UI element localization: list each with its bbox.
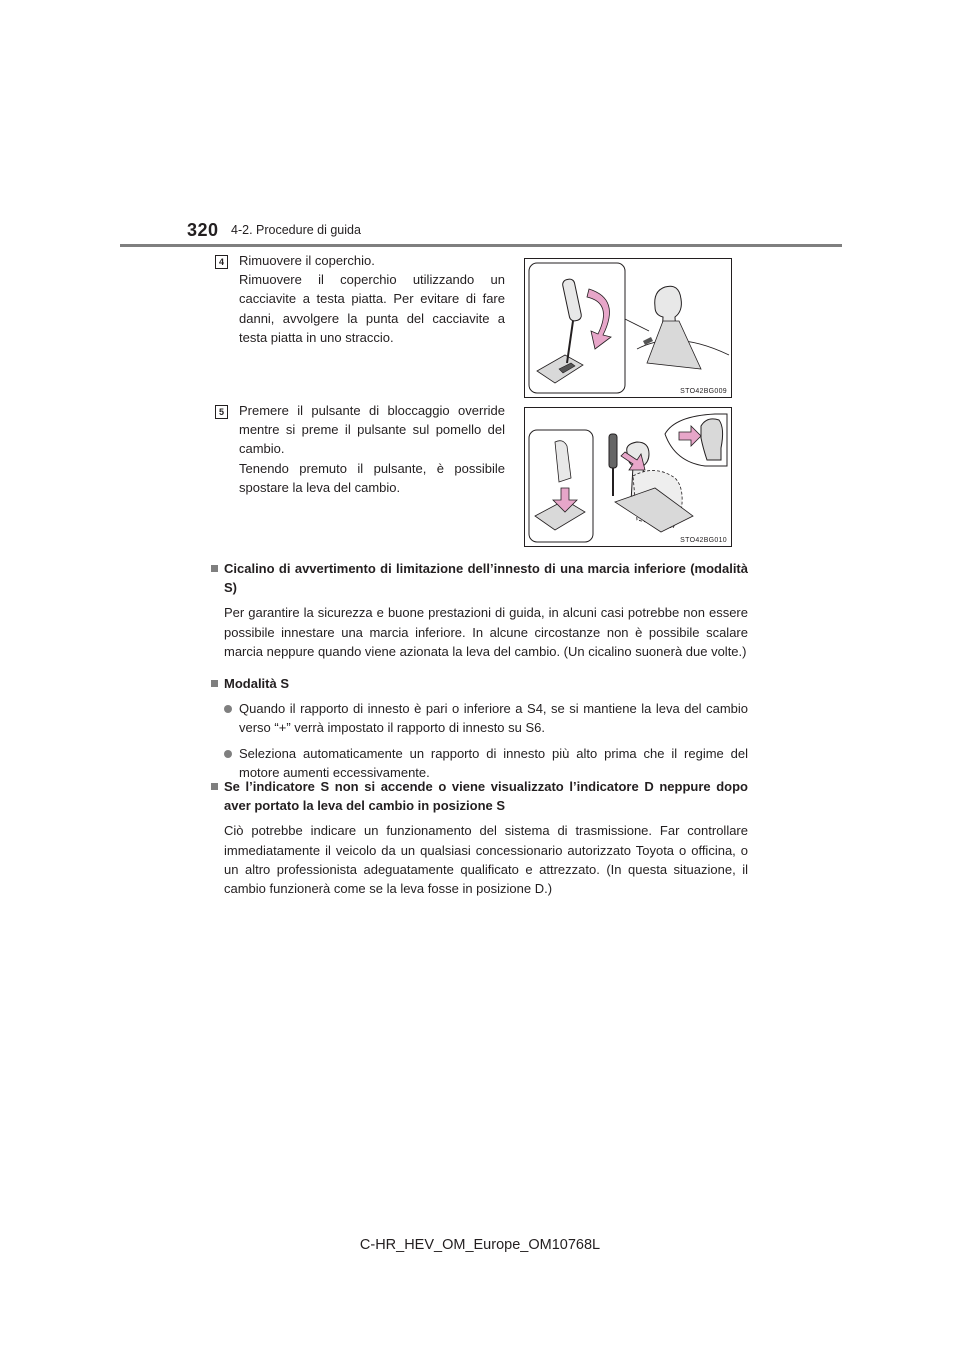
figure-code-4: STO42BG009 (680, 388, 727, 395)
bullet-text: Quando il rapporto di innesto è pari o inferiore a S4, se si mantiene la leva del cambio verso “+” verrà impostato il rapporto di innesto su S6. (239, 701, 748, 736)
step-5-text (239, 401, 505, 497)
header-rule (120, 244, 842, 247)
figure-code-5: STO42BG010 (680, 537, 727, 544)
section-3-text: Ciò potrebbe indicare un funzionamento del sistema di trasmissione. Far controllare immediatamente il veicolo da un qualsiasi concessionario autorizzato Toyota o officina, o un altro professionista adeguatamente qualificato e attrezzato. (In questa situazione, il cambio funzionerà come se la leva fosse in posizione D.) (224, 823, 748, 897)
circle-bullet-icon (224, 750, 232, 758)
square-bullet-icon (211, 680, 218, 687)
step-badge-5: 5 (215, 405, 228, 419)
bullet-item (224, 699, 748, 737)
gear-shift-cover-illustration (525, 259, 731, 397)
square-bullet-icon (211, 783, 218, 790)
page-number: 320 (187, 220, 219, 240)
step-badge-4: 4 (215, 255, 228, 269)
section-title: 4-2. Procedure di guida (231, 223, 361, 237)
step-4-text (239, 251, 505, 347)
section-3-heading (211, 777, 748, 815)
step-4-line-1: Rimuovere il coperchio. (239, 253, 375, 268)
step-5-line-1: Premere il pulsante di bloccaggio override mentre si preme il pulsante sul pomello del cambio. (239, 403, 505, 457)
figure-step-4 (524, 258, 732, 398)
figure-step-5 (524, 407, 732, 547)
section-1-text: Per garantire la sicurezza e buone prestazioni di guida, in alcuni casi potrebbe non essere possibile innestare una marcia inferiore. In alcune circostanze non è possibile scalare marcia neppure quando viene azionata la leva del cambio. (Un cicalino suonerà due volte.) (224, 605, 748, 659)
footer-code: C-HR_HEV_OM_Europe_OM10768L (359, 1237, 601, 1253)
section-modalita-s (211, 674, 748, 782)
square-bullet-icon (211, 565, 218, 572)
section-2-heading (211, 674, 748, 693)
override-button-illustration (525, 408, 731, 546)
section-3-heading-text: Se l’indicatore S non si accende o viene visualizzato l’indicatore D neppure dopo aver portato la leva del cambio in posizione S (224, 779, 748, 814)
section-2-heading-text: Modalità S (224, 676, 290, 691)
section-1-heading-text: Cicalino di avvertimento di limitazione dell’innesto di una marcia inferiore (modalità S) (224, 561, 748, 596)
step-4-line-2: Rimuovere il coperchio utilizzando un cacciavite a testa piatta. Per evitare di fare danni, avvolgere la punta del cacciavite a testa piatta in uno straccio. (239, 272, 505, 345)
bullet-text: Seleziona automaticamente un rapporto di innesto più alto prima che il regime del motore aumenti eccessivamente. (239, 745, 748, 780)
section-1-heading (211, 559, 748, 597)
step-5-line-2: Tenendo premuto il pulsante, è possibile spostare la leva del cambio. (239, 460, 505, 495)
section-indicator-s (211, 777, 748, 898)
section-downshift-buzzer (211, 559, 748, 661)
circle-bullet-icon (224, 705, 232, 713)
